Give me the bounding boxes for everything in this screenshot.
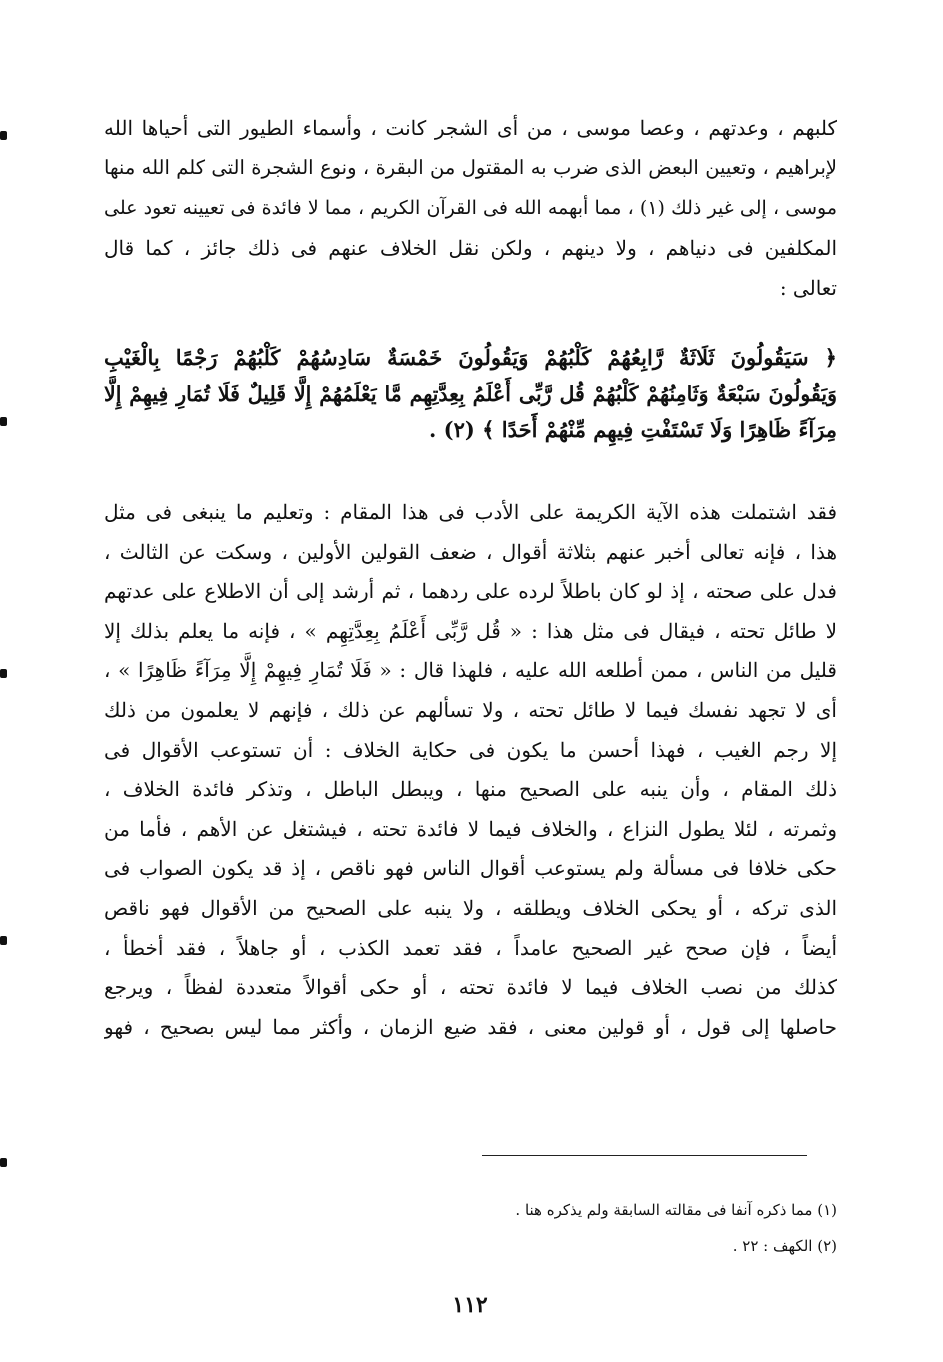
margin-mark: [0, 936, 7, 945]
margin-mark: [0, 669, 7, 678]
text-line: كلبهم ، وعدتهم ، وعصا موسى ، من أى الشجر كانت ، وأسماء الطيور التى أحياها الله: [104, 116, 837, 140]
text-line: كذلك من نصب الخلاف فيما لا فائدة تحته ، أو حكى أقوالاً متعددة لفظاً ، ويرجع: [104, 975, 837, 1000]
paragraph-1: [104, 108, 837, 308]
text-line: حكى خلافا فى مسألة ولم يستوعب أقوال الناس فهو ناقص ، إذ قد يكون الصواب فى: [104, 856, 837, 881]
text-line: إلا رجم الغيب ، فهذا أحسن ما يكون فى حكاية الخلاف : أن تستوعب الأقوال فى: [104, 737, 837, 762]
text-line: ذلك المقام ، وأن ينبه على الصحيح منها ، ويبطل الباطل ، وتذكر فائدة الخلاف ،: [104, 777, 837, 802]
text-line: موسى ، إلى غير ذلك (١) ، مما أبهمه الله فى القرآن الكريم ، مما لا فائدة فى تعيينه تعود على: [104, 197, 837, 219]
margin-mark: [0, 417, 7, 426]
text-line: أى لا تجهد نفسك فيما لا طائل تحته ، ولا تسألهم عن ذلك ، فإنهم لا يعلمون من ذلك: [104, 697, 837, 722]
text-line: وثمرته ، لئلا يطول النزاع ، والخلاف فيما لا فائدة تحته ، فيشتغل عن الأهم ، فأما من: [104, 816, 837, 841]
text-line: فقد اشتملت هذه الآية الكريمة على الأدب فى هذا المقام : وتعليم ما ينبغى فى مثل: [104, 500, 837, 524]
text-line: هذا ، فإنه تعالى أخبر عنهم بثلاثة أقوال ، ضعف القولين الأولين ، وسكت عن الثالث ،: [104, 539, 837, 564]
quran-verse: [104, 340, 837, 448]
text-line: لإبراهيم ، وتعيين البعض الذى ضرب به المقتول من البقرة ، ونوع الشجرة التى كلم الله منها: [104, 156, 837, 179]
text-line: تعالى :: [779, 276, 837, 300]
text-line: فدل على صحته ، إذ لو كان باطلاً لرده على ردهما ، ثم أرشد إلى أن الاطلاع على عدتهم: [104, 579, 837, 604]
text-line: حاصلها إلى قول ، أو قولين معنى ، فقد ضيع الزمان ، وأكثر مما ليس بصحيح ، فهو: [104, 1014, 837, 1039]
verse-line: وَيَقُولُونَ سَبْعَةٌ وَثَامِنُهُمْ كَلْبُهُمْ قُل رَّبِّى أَعْلَمُ بِعِدَّتِهِم مَّا يَعْلَمُهُمْ إِلَّا قَلِيلٌ فَلَا تُمَارِ فِيهِمْ إِلَّا: [104, 382, 837, 406]
paragraph-2: [104, 493, 837, 1047]
page-number: ١١٢: [452, 1292, 488, 1318]
verse-line: مِرَآءً ظَاهِرًا وَلَا تَسْتَفْتِ فِيهِم مِّنْهُمْ أَحَدًا ﴾ (٢) .: [429, 417, 837, 442]
margin-mark: [0, 131, 7, 140]
text-line: أيضاً ، فإن صحح غير الصحيح عامداً ، فقد تعمد الكذب ، أو جاهلاً ، فقد أخطأ ،: [104, 935, 837, 960]
text-line: قليل من الناس ، ممن أطلعه الله عليه ، فلهذا قال : « فَلَا تُمَارِ فِيهِمْ إِلَّا مِرَآءً ظَاهِرًا » ،: [104, 658, 837, 683]
text-line: الذى تركه ، أو يحكى الخلاف ويطلقه ، ولا ينبه على الصحيح من الأقوال فهو ناقص: [104, 895, 837, 920]
verse-line: ﴿ سَيَقُولُونَ ثَلَاثَةٌ رَّابِعُهُمْ كَلْبُهُمْ وَيَقُولُونَ خَمْسَةٌ سَادِسُهُمْ كَلْبُهُمْ رَجْمًا بِالْغَيْبِ: [104, 345, 837, 370]
text-line: لا طائل تحته ، فيقال فى مثل هذا : « قُل رَّبِّى أَعْلَمُ بِعِدَّتِهِم » ، فإنه ما يعلم بذلك إلا: [104, 618, 837, 643]
margin-mark: [0, 1158, 7, 1167]
footnote-divider: [482, 1155, 807, 1156]
text-line: المكلفين فى دنياهم ، ولا دينهم ، ولكن نقل الخلاف عنهم فى ذلك جائز ، كما قال: [104, 236, 837, 260]
footnote-1: (١) مما ذكره آنفا فى مقالته السابقة ولم يذكره هنا .: [515, 1201, 837, 1219]
footnotes: [300, 1192, 837, 1264]
footnote-2: (٢) الكهف : ٢٢ .: [732, 1237, 837, 1255]
